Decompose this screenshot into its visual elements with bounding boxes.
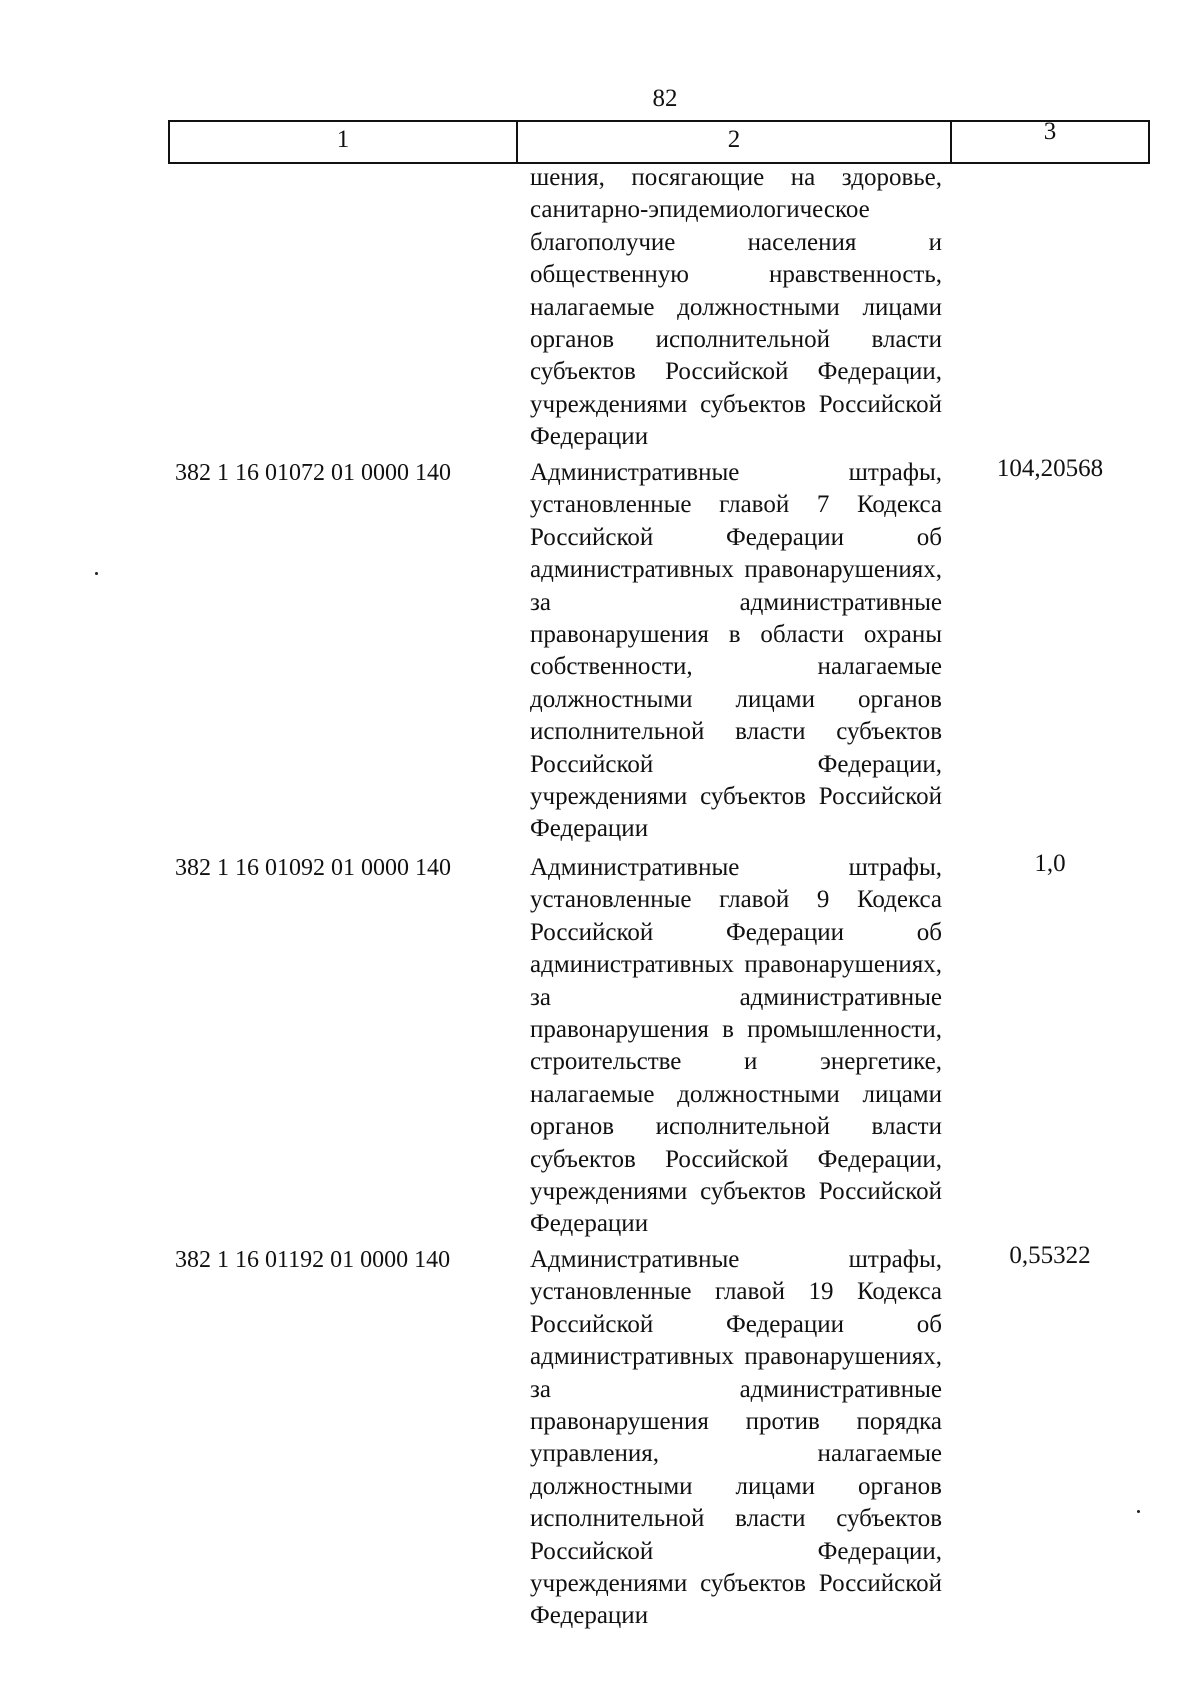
page-number: 82 bbox=[652, 85, 678, 112]
row-value: 0,55322 bbox=[1009, 1242, 1091, 1269]
row-code: 382 1 16 01092 01 0000 140 bbox=[175, 855, 451, 881]
header-col-2: 2 bbox=[518, 122, 952, 162]
row-code: 382 1 16 01072 01 0000 140 bbox=[175, 460, 451, 486]
header-col-1: 1 bbox=[170, 122, 518, 162]
header-col-3: 3 bbox=[1043, 118, 1057, 145]
table-header bbox=[168, 120, 1150, 164]
row-value: 1,0 bbox=[1034, 850, 1066, 877]
row-description: Административные штрафы, установленные главой 7 Кодекса Российской Федерации об административных правонарушениях, за административные правонарушения в области охраны собственности, налагаемые должностными лицами органов исполнительной власти субъектов Российской Федерации, учреждениями субъектов Российской Федерации bbox=[530, 459, 942, 843]
row-code: 382 1 16 01192 01 0000 140 bbox=[175, 1247, 451, 1273]
scan-speck bbox=[95, 572, 98, 575]
scan-speck bbox=[1137, 1510, 1140, 1513]
row-value: 104,20568 bbox=[996, 455, 1104, 482]
continuation-text: шения, посягающие на здоровье, санитарно-эпидемиологическое благополучие населения и общественную нравственность, налагаемые должностными лицами органов исполнительной власти субъектов Российской Федерации, учреждениями субъектов Российской Федерации bbox=[530, 164, 942, 451]
row-description: Административные штрафы, установленные главой 9 Кодекса Российской Федерации об административных правонарушениях, за административные правонарушения в промышленности, строительстве и энергетике, налагаемые должностными лицами органов исполнительной власти субъектов Российской Федерации, учреждениями субъектов Российской Федерации bbox=[530, 854, 942, 1238]
row-description: Административные штрафы, установленные главой 19 Кодекса Российской Федерации об административных правонарушениях, за административные правонарушения против порядка управления, налагаемые должностными лицами органов исполнительной власти субъектов Российской Федерации, учреждениями субъектов Российской Федерации bbox=[530, 1246, 942, 1630]
